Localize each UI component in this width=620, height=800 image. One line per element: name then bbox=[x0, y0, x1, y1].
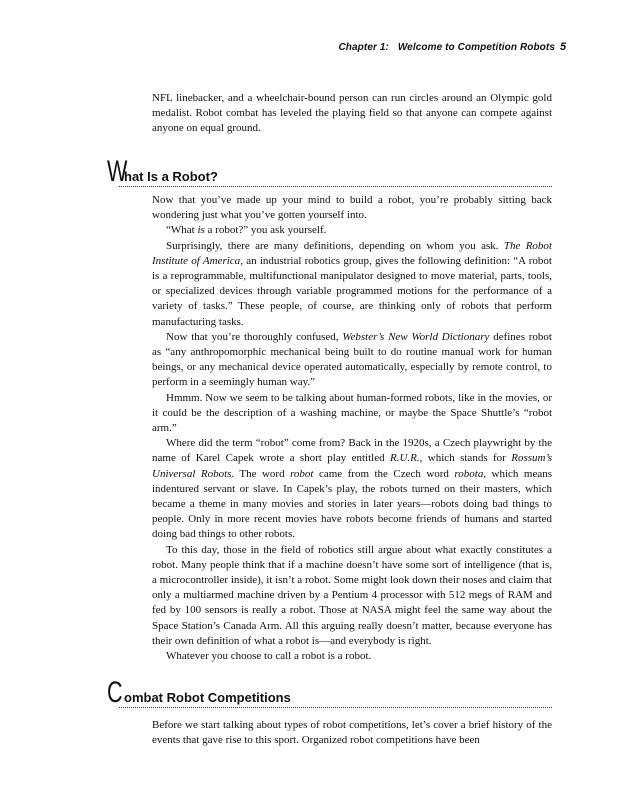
intro-block bbox=[152, 91, 552, 137]
paragraph: To this day, those in the field of robotics still argue about what exactly constitutes a robot. Many people think that if a machine doesn’t have some sort of intelligence (that is, a microcontroller inside), it isn’t a robot. Some might look down their noses and claim that only a multiarmed machine driven by a Pentium 4 processor with 512 megs of RAM and fed by 100 sensors is really a robot. Those at NASA might feel the same way about the Space Station’s Canada Arm. All this arguing really doesn’t matter, because everyone has their own definition of what a robot is—and everybody is right. bbox=[152, 543, 552, 647]
section-heading-text: ombat Robot Competitions bbox=[124, 690, 291, 705]
page-number: 5 bbox=[560, 41, 567, 53]
paragraph: Surprisingly, there are many definitions, depending on whom you ask. The Robot Institute of America, an industrial robotics group, gives the following definition: “A robot is a reprogrammable, multifunctional manipulator designed to move material, parts, tools, or specialized devices through variable programmed motions for the performance of a variety of tasks.” These people, of course, are thinking only of robots that perform manufacturing tasks. bbox=[152, 239, 552, 328]
section-body-what-is-a-robot bbox=[152, 193, 552, 664]
intro-paragraph: NFL linebacker, and a wheelchair-bound person can run circles around an Olympic gold medalist. Robot combat has leveled the playing field so that anyone can compete against anyone on equal ground. bbox=[152, 92, 552, 135]
paragraph: Before we start talking about types of robot competitions, let’s cover a brief history of the events that gave rise to this sport. Organized robot competitions have been bbox=[152, 719, 552, 747]
section-heading-rule bbox=[119, 186, 552, 187]
section-heading-rule bbox=[119, 707, 552, 708]
section-body-combat-robot-competitions bbox=[152, 718, 552, 748]
paragraph: Where did the term “robot” come from? Back in the 1920s, a Czech playwright by the name of Karel Capek wrote a short play entitled R.U.R., which stands for Rossum’s Universal Robots. The word robot came from the Czech word robota, which means indentured servant or slave. In Capek’s play, the robots turned on their masters, which became a theme in many movies and stories in later years—robots doing bad things to people. Only in more recent movies have robots become friends of humans and started doing bad things to other robots. bbox=[152, 437, 552, 541]
section-heading-combat-robot-competitions bbox=[107, 678, 552, 716]
paragraph: Whatever you choose to call a robot is a robot. bbox=[166, 650, 372, 663]
section-heading-text: hat Is a Robot? bbox=[124, 169, 218, 184]
paragraph: Now that you’ve made up your mind to build a robot, you’re probably sitting back wondering just what you’ve gotten yourself into. bbox=[152, 194, 552, 222]
section-heading-initial: C bbox=[107, 676, 123, 709]
running-head bbox=[300, 42, 555, 53]
chapter-title: Welcome to Competition Robots bbox=[397, 42, 555, 53]
paragraph: Hmmm. Now we seem to be talking about human-formed robots, like in the movies, or it could be the description of a washing machine, or maybe the Space Shuttle’s “robot arm.” bbox=[152, 391, 552, 435]
section-heading-what-is-a-robot bbox=[107, 157, 552, 195]
paragraph: “What is a robot?” you ask yourself. bbox=[166, 224, 327, 237]
chapter-label: Chapter 1: bbox=[338, 42, 389, 53]
section-heading-initial: W bbox=[107, 155, 128, 188]
paragraph: Now that you’re thoroughly confused, Webster’s New World Dictionary defines robot as “any anthropomorphic mechanical being built to do routine manual work for human beings, or any mechanical device operated automatically, especially by remote control, to perform in a seemingly human way.” bbox=[152, 330, 552, 389]
